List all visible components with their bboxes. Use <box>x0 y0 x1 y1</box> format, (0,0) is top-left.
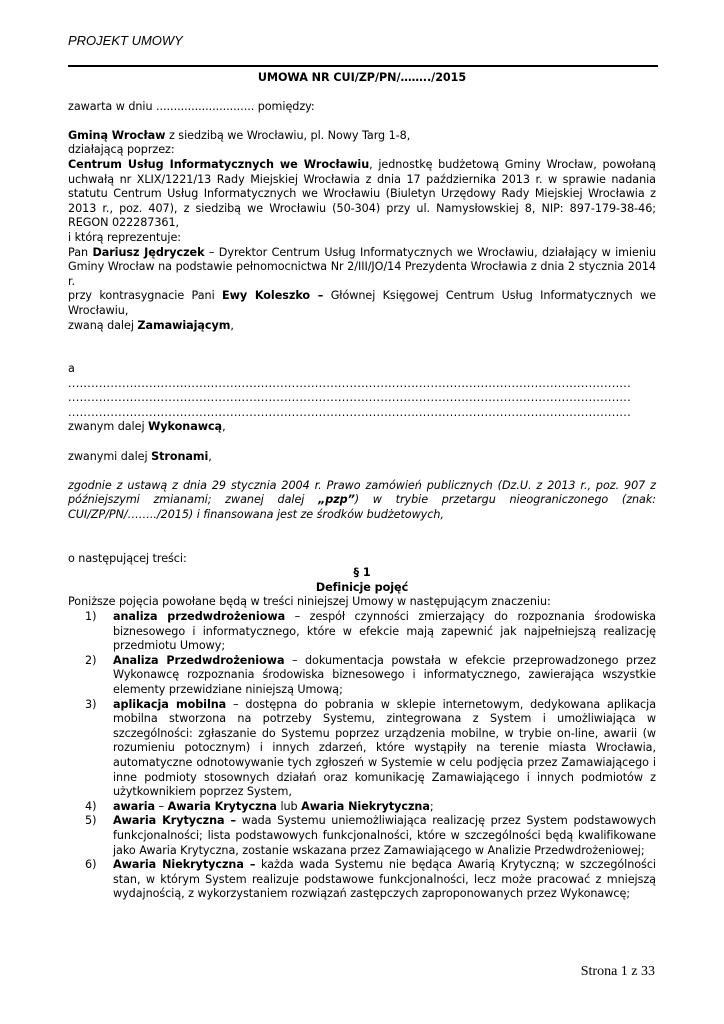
section-title: Definicje pojęć <box>315 580 409 594</box>
legal-basis <box>68 479 656 523</box>
definition-number: 4) <box>85 799 97 813</box>
definitions-list <box>68 610 656 902</box>
definition-text: każda wada Systemu nie będąca Awarią Krytyczną; w szczególności stan, w którym System realizuje podstawowe funkcjonalności, lecz może pracować z mniejszą wydajnością, z wykorzystaniem rozwiązań zastępczych zaproponowanych przez Wykonawcę; <box>113 858 656 901</box>
rep-desc: – Dyrektor Centrum Usług Informatycznych we Wrocławiu, działający w imieniu Gminy Wrocław na podstawie pełnomocnictwa Nr 2/III/JO/14 Prezydenta Wrocławia z dnia 2 stycznia 2014 r. <box>68 245 657 288</box>
definition-mid: lub <box>276 799 302 813</box>
definition-item <box>68 800 656 815</box>
parties-suffix: , <box>208 449 212 463</box>
parties-name: Stronami <box>151 449 209 463</box>
party1-represented: i którą reprezentuje: <box>68 230 181 244</box>
definition-text: wada Systemu uniemożliwiająca realizację przez System podstawowych funkcjonalności; lista podstawowych funkcjonalności, które w szczególności będą kwalifikowane jako Awaria Krytyczna, zostanie wskazana przez Zamawiającego w Analizie Przedwdrożeniowej; <box>113 814 656 857</box>
party1-address: z siedzibą we Wrocławiu, pl. Nowy Targ 1-8, <box>165 128 411 142</box>
party1-acting: działającą poprzez: <box>68 143 175 157</box>
definition-item <box>68 610 656 654</box>
parties-prefix: zwanymi dalej <box>68 449 152 463</box>
definition-number: 3) <box>85 697 97 711</box>
document-body <box>68 71 656 902</box>
definition-term: analiza przedwdrożeniowa <box>113 610 286 623</box>
definition-text: – <box>155 799 168 813</box>
counter-name: Ewy Koleszko – <box>222 289 324 303</box>
party2-and: a <box>68 362 75 376</box>
document-header-label: PROJEKT UMOWY <box>68 33 183 48</box>
party1-unit-name: Centrum Usług Informatycznych we Wrocławiu <box>68 157 370 171</box>
rep-name: Dariusz Jędryczek <box>92 245 205 259</box>
definition-item <box>68 858 656 902</box>
definition-item <box>68 814 656 858</box>
called-suffix: , <box>230 318 234 332</box>
definition-term: Awaria Niekrytyczna – <box>113 858 256 872</box>
party2-dots-line-2: .................................................................................................................................................. <box>68 391 632 405</box>
counter-prefix: przy kontrasygnacie Pani <box>68 289 223 303</box>
party1-representative <box>68 246 656 290</box>
party2-dots-line-3: .................................................................................................................................................. <box>68 405 632 419</box>
called-name-zamawiajacy: Zamawiającym <box>137 318 231 332</box>
called-prefix: zwaną dalej <box>68 318 138 332</box>
legal-basis-part1: zgodnie z ustawą z dnia 29 stycznia 2004 r. Prawo zamówień publicznych (Dz.U. z 2013 r., poz. 907 z późniejszymi zmianami; zwanej dalej <box>68 478 656 507</box>
called-name-wykonawca: Wykonawcą <box>148 420 223 434</box>
party1-countersign <box>68 289 656 318</box>
party1-called <box>68 319 656 334</box>
definition-number: 2) <box>85 653 97 667</box>
contract-title: UMOWA NR CUI/ZP/PN/……../2015 <box>257 71 467 84</box>
parties-line <box>68 450 656 465</box>
pzp-abbrev: „pzp” <box>318 493 355 507</box>
definition-term: aplikacja mobilna <box>113 697 227 711</box>
definition-item <box>68 698 656 800</box>
definition-term: Awaria Krytyczna – <box>113 814 237 828</box>
content-intro: o następującej treści: <box>68 551 187 565</box>
definition-number: 5) <box>85 814 97 828</box>
definition-text: – dostępna do pobrania w sklepie internetowym, dedykowana aplikacja mobilna stworzona na potrzeby Systemu, zintegrowana z System i umożliwiająca w szczególności: zgłaszanie do Systemu poprzez urządzenia mobilne, w trybie on-line, awarii (w rozumieniu potocznym) i innych zdarzeń, które wystąpiły na terenie miasta Wrocławia, automatyczne odnotowywanie tych zgłoszeń w Systemie w celu podjęcia przez Zamawiającego i inne podmioty stosownych działań oraz komunikację Zamawiającego i innych podmiotów z użytkownikiem poprzez System, <box>113 697 656 799</box>
header-rule <box>68 65 658 67</box>
definition-term: Analiza Przedwdrożeniowa <box>113 653 285 667</box>
party1-unit <box>68 158 656 231</box>
legal-basis-part2: ) w trybie przetargu nieograniczonego (znak: CUI/ZP/PN/……../2015) i finansowana jest ze środków budżetowych, <box>68 493 657 522</box>
intro-line: zawarta w dniu ............................ pomiędzy: <box>68 99 315 113</box>
party2-called <box>68 420 656 435</box>
party1-line <box>68 129 656 144</box>
party1-unit-desc: , jednostkę budżetową Gminy Wrocław, powołaną uchwałą nr XLIX/1221/13 Rady Miejskiej Wrocławia z dnia 17 października 2013 r. w sprawie nadania statutu Centrum Usług Informatycznych we Wrocławiu (Biuletyn Urzędowy Rady Miejskiej Wrocławia z 2013 r., poz. 407), z siedzibą we Wrocławiu (50-304) przy ul. Namysłowskiej 8, NIP: 897-179-38-46; REGON 022287361, <box>68 157 656 230</box>
rep-prefix: Pan <box>68 245 93 259</box>
called-prefix-2: zwanym dalej <box>68 420 149 434</box>
definition-number: 6) <box>85 858 97 872</box>
counter-desc: Głównej Księgowej Centrum Usług Informatycznych we Wrocławiu, <box>68 289 657 317</box>
party1-name: Gminą Wrocław <box>68 128 166 142</box>
definition-tail: ; <box>429 799 434 813</box>
definition-term-2: Awaria Krytyczna <box>167 799 277 813</box>
definition-number: 1) <box>85 610 97 623</box>
called-suffix-2: , <box>222 420 226 434</box>
definition-term: awaria <box>113 799 156 813</box>
definitions-intro: Poniższe pojęcia powołane będą w treści niniejszej Umowy w następującym znaczeniu: <box>68 595 551 609</box>
section-number: § 1 <box>353 566 371 580</box>
definition-text: – dokumentacja powstała w efekcie przeprowadzonego przez Wykonawcę rozpoznania środowiska biznesowego i informatycznego, zawierająca wszystkie elementy przewidziane niniejszą Umową; <box>113 653 656 696</box>
definition-term-3: Awaria Niekrytyczna <box>301 799 430 813</box>
definition-text: – zespół czynności zmierzający do rozpoznania środowiska biznesowego i informatycznego, które w efekcie mają zapewnić jak najpełniejszą realizację przedmiotu Umowy; <box>113 610 656 653</box>
definition-item <box>68 654 656 698</box>
page-number: Strona 1 z 33 <box>580 964 655 979</box>
party2-dots-line-1: .................................................................................................................................................. <box>68 376 632 390</box>
